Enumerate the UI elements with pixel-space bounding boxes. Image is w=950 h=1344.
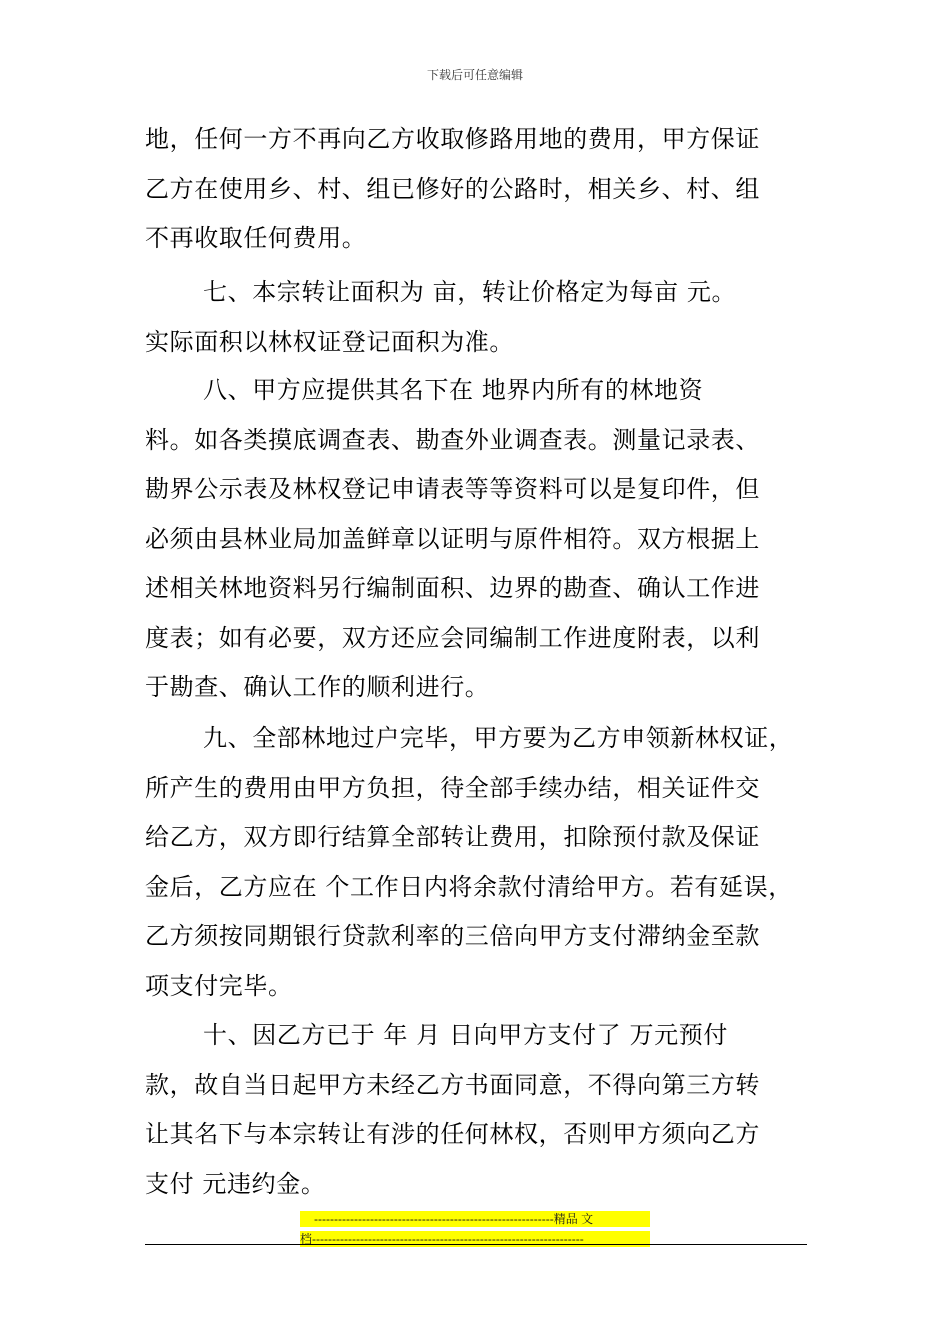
text-line: 金后，乙方应在 个工作日内将余款付清给甲方。若有延误， [145,872,793,901]
text-line: 十、因乙方已于 年 月 日向甲方支付了 万元预付 [203,1021,728,1049]
text-line: 乙方在使用乡、村、组已修好的公路时，相关乡、村、组 [145,174,760,203]
footer-divider [145,1244,807,1245]
clause-8 [145,366,810,713]
text-line: 九、全部林地过户完毕，甲方要为乙方申领新林权证， [203,724,794,752]
text-line: 实际面积以林权证登记面积为准。 [145,327,514,356]
header-note: 下载后可任意编辑 [426,68,523,82]
text-line: 勘界公示表及林权登记申请表等等资料可以是复印件，但 [145,475,760,503]
text-line: 给乙方，双方即行结算全部转让费用，扣除预付款及保证 [145,823,760,851]
clause-10 [145,1011,810,1209]
text-line: 述相关林地资料另行编制面积、边界的勘查、确认工作进 [145,574,760,602]
text-line: 不再收取任何费用。 [145,224,367,252]
footer-line: ------------------------------------------------------------精品 文 [300,1211,650,1227]
text-line: 让其名下与本宗转让有涉的任何林权，否则甲方须向乙方 [145,1120,760,1148]
paragraph-continuation [145,115,810,264]
clause-7 [145,268,810,367]
text-line: 所产生的费用由甲方负担，待全部手续办结，相关证件交 [145,773,760,802]
text-line: 八、甲方应提供其名下在 地界内所有的林地资 [203,376,704,404]
text-line: 于勘查、确认工作的顺利进行。 [145,673,490,701]
footer-line: 档-------------------------------------------------------------------- [300,1231,650,1247]
footer-watermark [300,1211,650,1251]
text-line: 乙方须按同期银行贷款利率的三倍向甲方支付滞纳金至款 [145,922,760,950]
text-line: 地，任何一方不再向乙方收取修路用地的费用，甲方保证 [145,125,760,153]
text-line: 项支付完毕。 [145,971,293,1000]
text-line: 款，故自当日起甲方未经乙方书面同意，不得向第三方转 [145,1070,760,1099]
text-line: 支付 元违约金。 [145,1169,326,1198]
text-line: 必须由县林业局加盖鲜章以证明与原件相符。双方根据上 [145,524,760,553]
text-line: 七、本宗转让面积为 亩，转让价格定为每亩 元。 [203,278,737,306]
text-line: 度表；如有必要，双方还应会同编制工作进度附表，以利 [145,623,760,652]
clause-9 [145,714,810,1011]
text-line: 料。如各类摸底调查表、勘查外业调查表。测量记录表、 [145,425,760,454]
